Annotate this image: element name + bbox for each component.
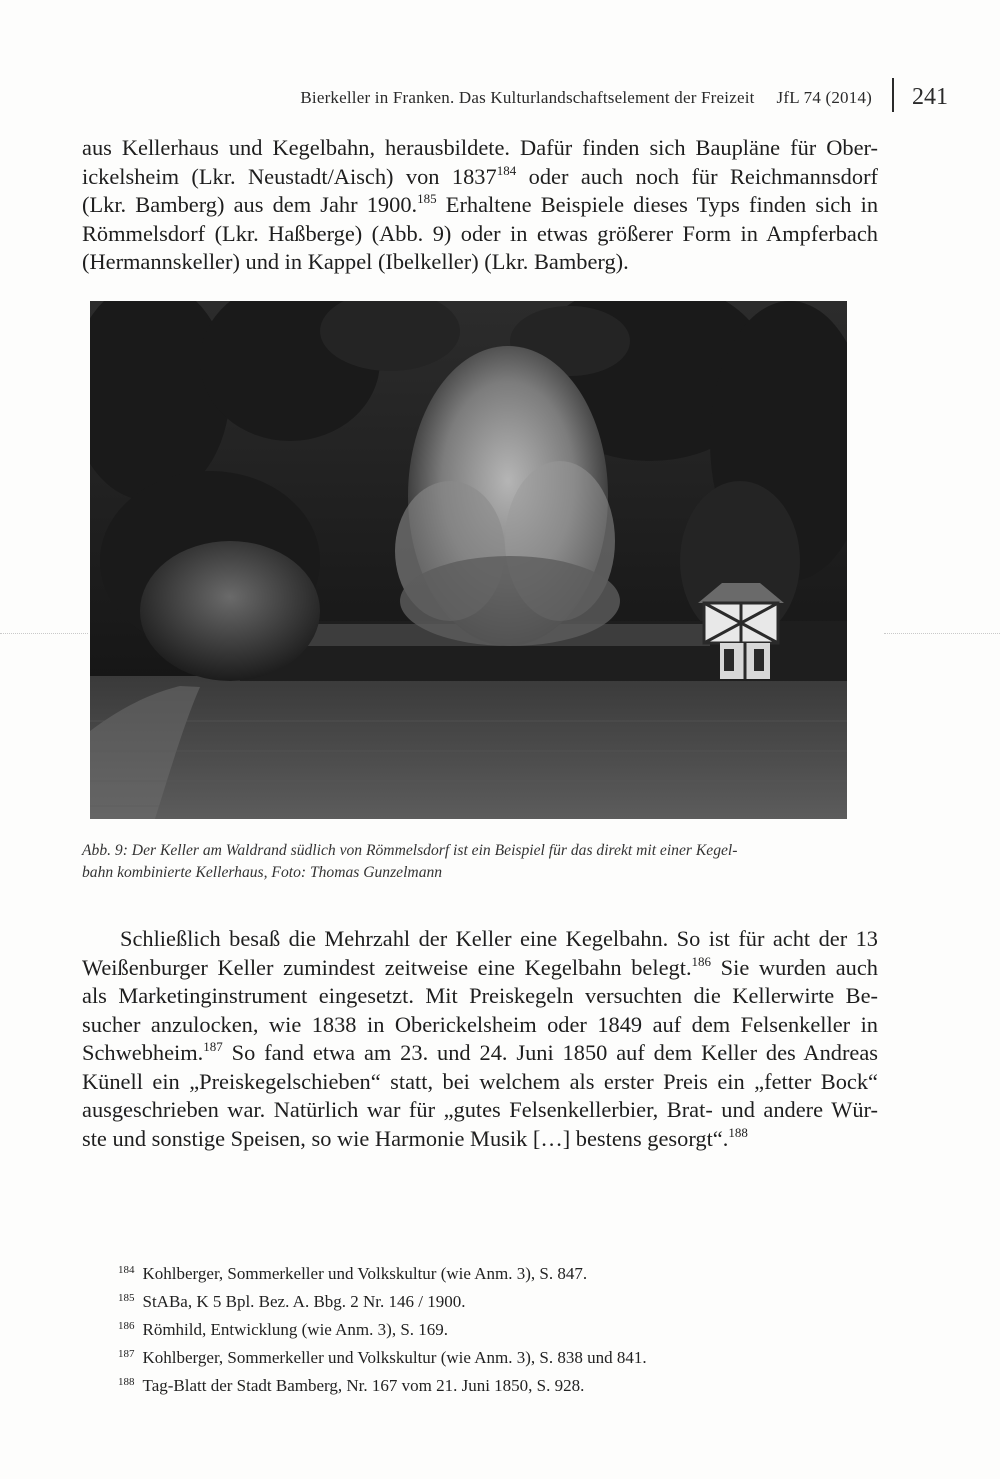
footnote-185: $^{185}$ StABa, K 5 Bpl. Bez. A. Bbg. 2 Nr. 146 / 1900. — [118, 1292, 466, 1311]
footnote-ref-185[interactable]: 185 — [417, 191, 437, 206]
scan-artifact-left — [0, 633, 88, 634]
footnote-188: $^{188}$ Tag-Blatt der Stadt Bamberg, Nr. 167 vom 21. Juni 1850, S. 928. — [118, 1376, 585, 1395]
paragraph-kegelbahn — [82, 925, 878, 1153]
scan-artifact-right — [884, 633, 1000, 634]
meadow — [90, 676, 847, 819]
footnotes — [118, 1258, 878, 1398]
text-line: ickelsheim (Lkr. Neustadt/Aisch) von 1837$^{184}$ oder auch noch für Reichmannsdorf — [82, 162, 878, 189]
footnote-ref-187[interactable]: 187 — [203, 1039, 223, 1054]
text-line: ausgeschrieben war. Natürlich war für „gutes Felsenkellerbier, Brat- und andere Wür- — [82, 1097, 878, 1122]
running-title: Bierkeller in Franken. Das Kulturlandschaftselement der Freizeit — [300, 88, 755, 107]
text-line: Schließlich besaß die Mehrzahl der Keller eine Kegelbahn. So ist für acht der 13 — [120, 926, 878, 951]
text-line: ste und sonstige Speisen, so wie Harmonie Musik […] bestens gesorgt“.$^{188}$ — [82, 1124, 748, 1151]
footnote-ref-188[interactable]: 188 — [728, 1124, 748, 1140]
header-divider — [892, 78, 894, 112]
text-line: aus Kellerhaus und Kegelbahn, herausbildete. Dafür finden sich Baupläne für Ober- — [82, 135, 878, 160]
footnote-ref-186[interactable]: 186 — [691, 953, 712, 969]
footnote-187: $^{187}$ Kohlberger, Sommerkeller und Volkskultur (wie Anm. 3), S. 838 und 841. — [118, 1348, 647, 1367]
text-line: als Marketinginstrument eingesetzt. Mit Preiskegeln versuchten die Kellerwirte Be- — [82, 983, 878, 1008]
footnote-184: $^{184}$ Kohlberger, Sommerkeller und Volkskultur (wie Anm. 3), S. 847. — [118, 1264, 588, 1283]
text-line: Römmelsdorf (Lkr. Haßberge) (Abb. 9) oder in etwas größerer Form in Ampferbach — [82, 220, 878, 246]
caption-line: Abb. 9: Der Keller am Waldrand südlich von Römmelsdorf ist ein Beispiel für das direkt mit einer Kegel- — [82, 842, 738, 859]
journal-reference: JfL 74 (2014) — [776, 88, 872, 107]
left-shrub — [140, 541, 320, 681]
figure-caption — [82, 840, 882, 884]
paragraph-intro — [82, 134, 878, 277]
page-number: 241 — [912, 84, 948, 110]
text-line: Künell ein „Preiskegelschieben“ statt, bei welchem als erster Preis ein „fetter Bock“ — [82, 1068, 878, 1094]
caption-line: bahn kombinierte Kellerhaus, Foto: Thomas Gunzelmann — [82, 864, 443, 881]
running-header — [0, 84, 1000, 114]
text-line: sucher anzulocken, wie 1838 in Oberickelsheim oder 1849 auf dem Felsenkeller in — [82, 1011, 878, 1037]
footnote-186: $^{186}$ Römhild, Entwicklung (wie Anm. 3), S. 169. — [118, 1320, 449, 1339]
text-line: Weißenburger Keller zumindest zeitweise eine Kegelbahn belegt.$^{186}$ Sie wurden auch — [82, 953, 878, 980]
text-line: Schwebheim.$^{187}$ So fand etwa am 23. und 24. Juni 1850 auf dem Keller des Andreas — [82, 1039, 878, 1065]
forest-cellar-photo — [90, 301, 847, 819]
text-line: (Lkr. Bamberg) aus dem Jahr 1900.$^{185}$ Erhaltene Beispiele dieses Typs finden sich in — [82, 191, 879, 217]
running-title-block — [300, 88, 872, 108]
text-line: (Hermannskeller) und in Kappel (Ibelkeller) (Lkr. Bamberg). — [82, 249, 629, 274]
figure-photo — [90, 301, 847, 819]
footnote-ref-184[interactable]: 184 — [496, 162, 517, 178]
